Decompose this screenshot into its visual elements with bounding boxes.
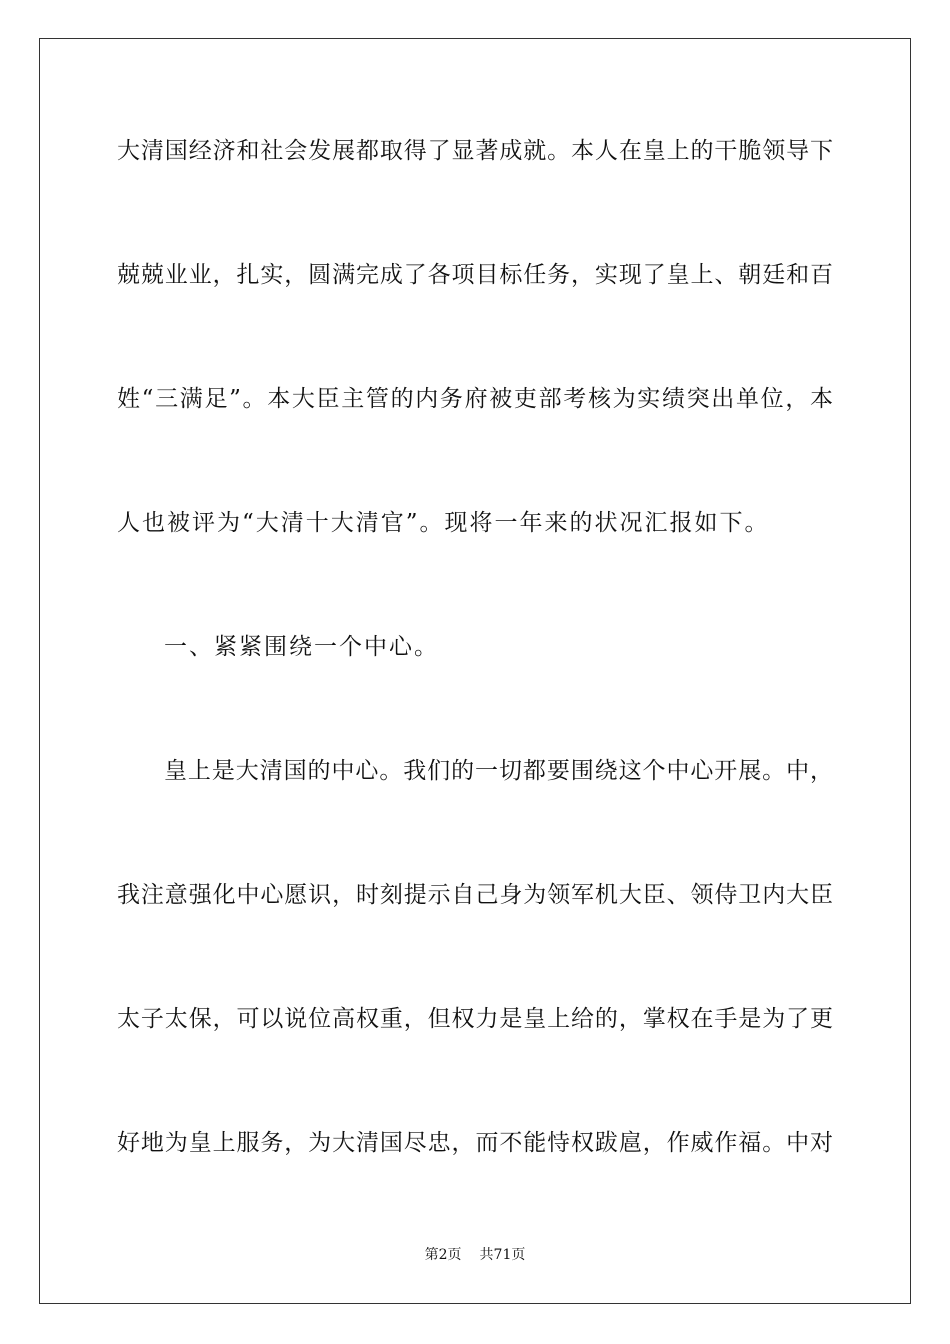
text-line-1: 大清国经济和社会发展都取得了显著成就。本人在皇上的干脆领导下 — [117, 138, 833, 164]
total-pages: 共71页 — [479, 1247, 526, 1263]
text-line-3: 姓“三满足”。本大臣主管的内务府被吏部考核为实绩突出单位，本 — [117, 386, 833, 412]
page-footer — [0, 1246, 950, 1264]
text-line-8: 太子太保，可以说位高权重，但权力是皇上给的，掌权在手是为了更 — [117, 1006, 833, 1032]
text-line-4: 人也被评为“大清十大清官”。现将一年来的状况汇报如下。 — [117, 510, 770, 536]
text-line-7: 我注意强化中心愿识，时刻提示自己身为领军机大臣、领侍卫内大臣 — [117, 882, 833, 908]
page-border — [39, 38, 911, 1304]
section-heading: 一、紧紧围绕一个中心。 — [164, 634, 439, 660]
text-line-2: 兢兢业业，扎实，圆满完成了各项目标任务，实现了皇上、朝廷和百 — [117, 262, 833, 288]
text-line-6: 皇上是大清国的中心。我们的一切都要围绕这个中心开展。中， — [164, 758, 833, 784]
text-line-9: 好地为皇上服务，为大清国尽忠，而不能恃权跋扈，作威作福。中对 — [117, 1130, 833, 1156]
page-number: 第2页 — [424, 1247, 462, 1263]
